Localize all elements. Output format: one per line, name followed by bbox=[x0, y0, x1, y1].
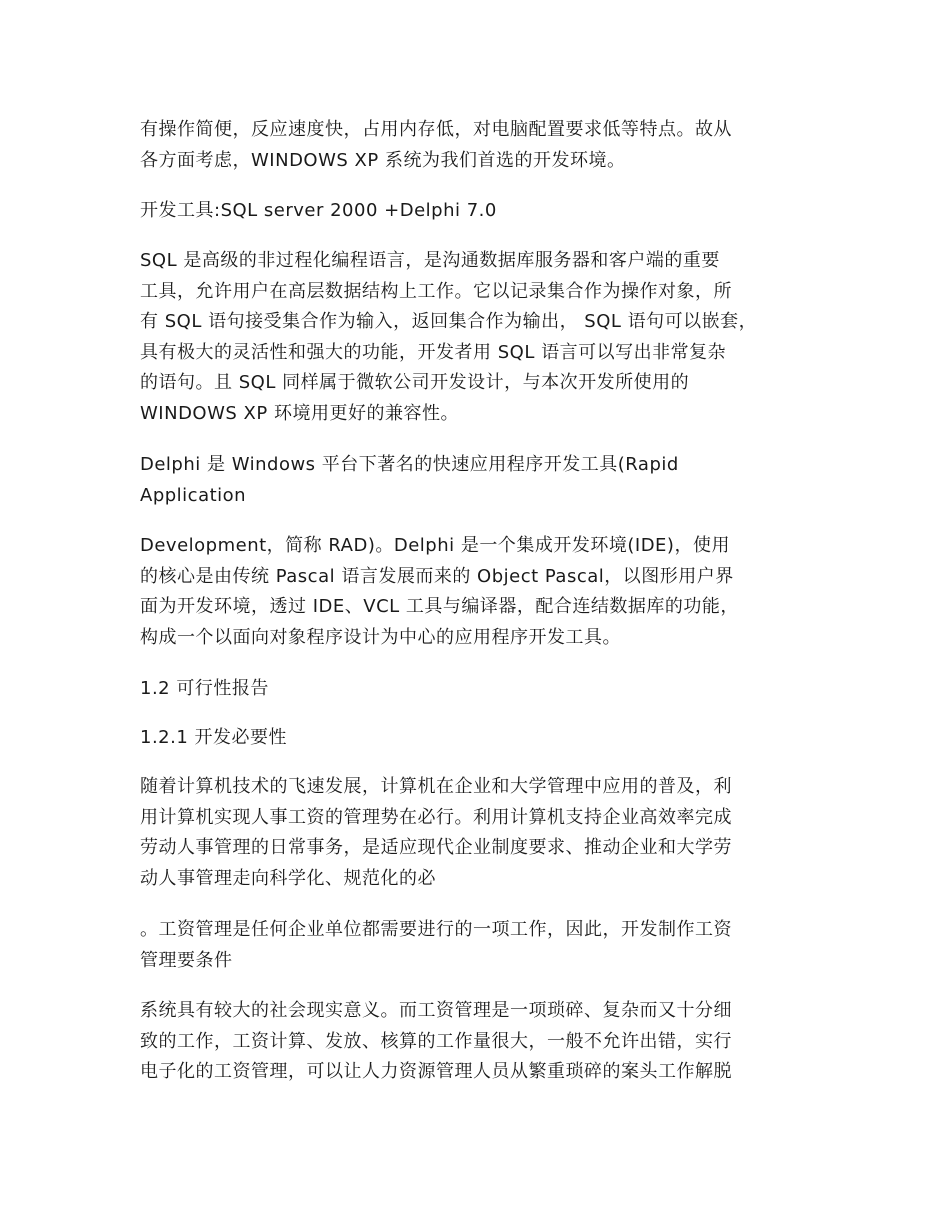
text-line: WINDOWS XP 环境用更好的兼容性。 bbox=[140, 402, 459, 424]
paragraph-environment-intro bbox=[140, 115, 830, 176]
section-heading-feasibility bbox=[140, 674, 830, 705]
text-line: 动人事管理走向科学化、规范化的必 bbox=[140, 867, 436, 889]
paragraph-delphi-ide bbox=[140, 531, 830, 653]
text-line: 用计算机实现人事工资的管理势在必行。利用计算机支持企业高效率完成 bbox=[140, 806, 732, 828]
paragraph-necessity-2 bbox=[140, 915, 830, 976]
paragraph-necessity-3 bbox=[140, 996, 830, 1088]
text-line: 开发工具:SQL server 2000 +Delphi 7.0 bbox=[140, 200, 497, 221]
text-line: 有 SQL 语句接受集合作为输入，返回集合作为输出， SQL 语句可以嵌套， bbox=[140, 311, 758, 332]
paragraph-sql bbox=[140, 246, 830, 429]
text-line: 致的工作，工资计算、发放、核算的工作量很大，一般不允许出错，实行 bbox=[140, 1030, 732, 1052]
text-line: 随着计算机技术的飞速发展，计算机在企业和大学管理中应用的普及，利 bbox=[140, 776, 732, 797]
text-line: Development，简称 RAD)。Delphi 是一个集成开发环境(IDE)，使用 bbox=[140, 535, 730, 556]
paragraph-dev-tools bbox=[140, 196, 830, 227]
text-line: 面为开发环境，透过 IDE、VCL 工具与编译器，配合连结数据库的功能， bbox=[140, 596, 739, 617]
text-line: 的语句。且 SQL 同样属于微软公司开发设计，与本次开发所使用的 bbox=[140, 372, 690, 393]
text-line: 1.2.1 开发必要性 bbox=[140, 727, 288, 748]
text-line: 工具，允许用户在高层数据结构上工作。它以记录集合作为操作对象，所 bbox=[140, 280, 732, 302]
text-line: 的核心是由传统 Pascal 语言发展而来的 Object Pascal，以图形用户界 bbox=[140, 565, 734, 587]
text-line: 具有极大的灵活性和强大的功能，开发者用 SQL 语言可以写出非常复杂 bbox=[140, 341, 727, 363]
text-line: SQL 是高级的非过程化编程语言，是沟通数据库服务器和客户端的重要 bbox=[140, 250, 720, 271]
text-line: 。工资管理是任何企业单位都需要进行的一项工作，因此，开发制作工资 bbox=[140, 919, 732, 940]
subsection-heading-necessity bbox=[140, 723, 830, 754]
text-line: 劳动人事管理的日常事务，是适应现代企业制度要求、推动企业和大学劳 bbox=[140, 837, 732, 858]
text-line: 电子化的工资管理，可以让人力资源管理人员从繁重琐碎的案头工作解脱 bbox=[140, 1061, 732, 1082]
text-line: 各方面考虑，WINDOWS XP 系统为我们首选的开发环境。 bbox=[140, 149, 626, 171]
paragraph-necessity-1 bbox=[140, 772, 830, 894]
text-line: 1.2 可行性报告 bbox=[140, 678, 269, 699]
text-line: 管理要条件 bbox=[140, 949, 233, 971]
text-line: Delphi 是 Windows 平台下著名的快速应用程序开发工具(Rapid bbox=[140, 454, 679, 475]
text-line: 有操作简便，反应速度快，占用内存低，对电脑配置要求低等特点。故从 bbox=[140, 119, 732, 140]
text-line: Application bbox=[140, 484, 247, 506]
text-line: 系统具有较大的社会现实意义。而工资管理是一项琐碎、复杂而又十分细 bbox=[140, 1000, 732, 1021]
paragraph-delphi-intro bbox=[140, 450, 830, 511]
text-line: 构成一个以面向对象程序设计为中心的应用程序开发工具。 bbox=[140, 626, 621, 648]
